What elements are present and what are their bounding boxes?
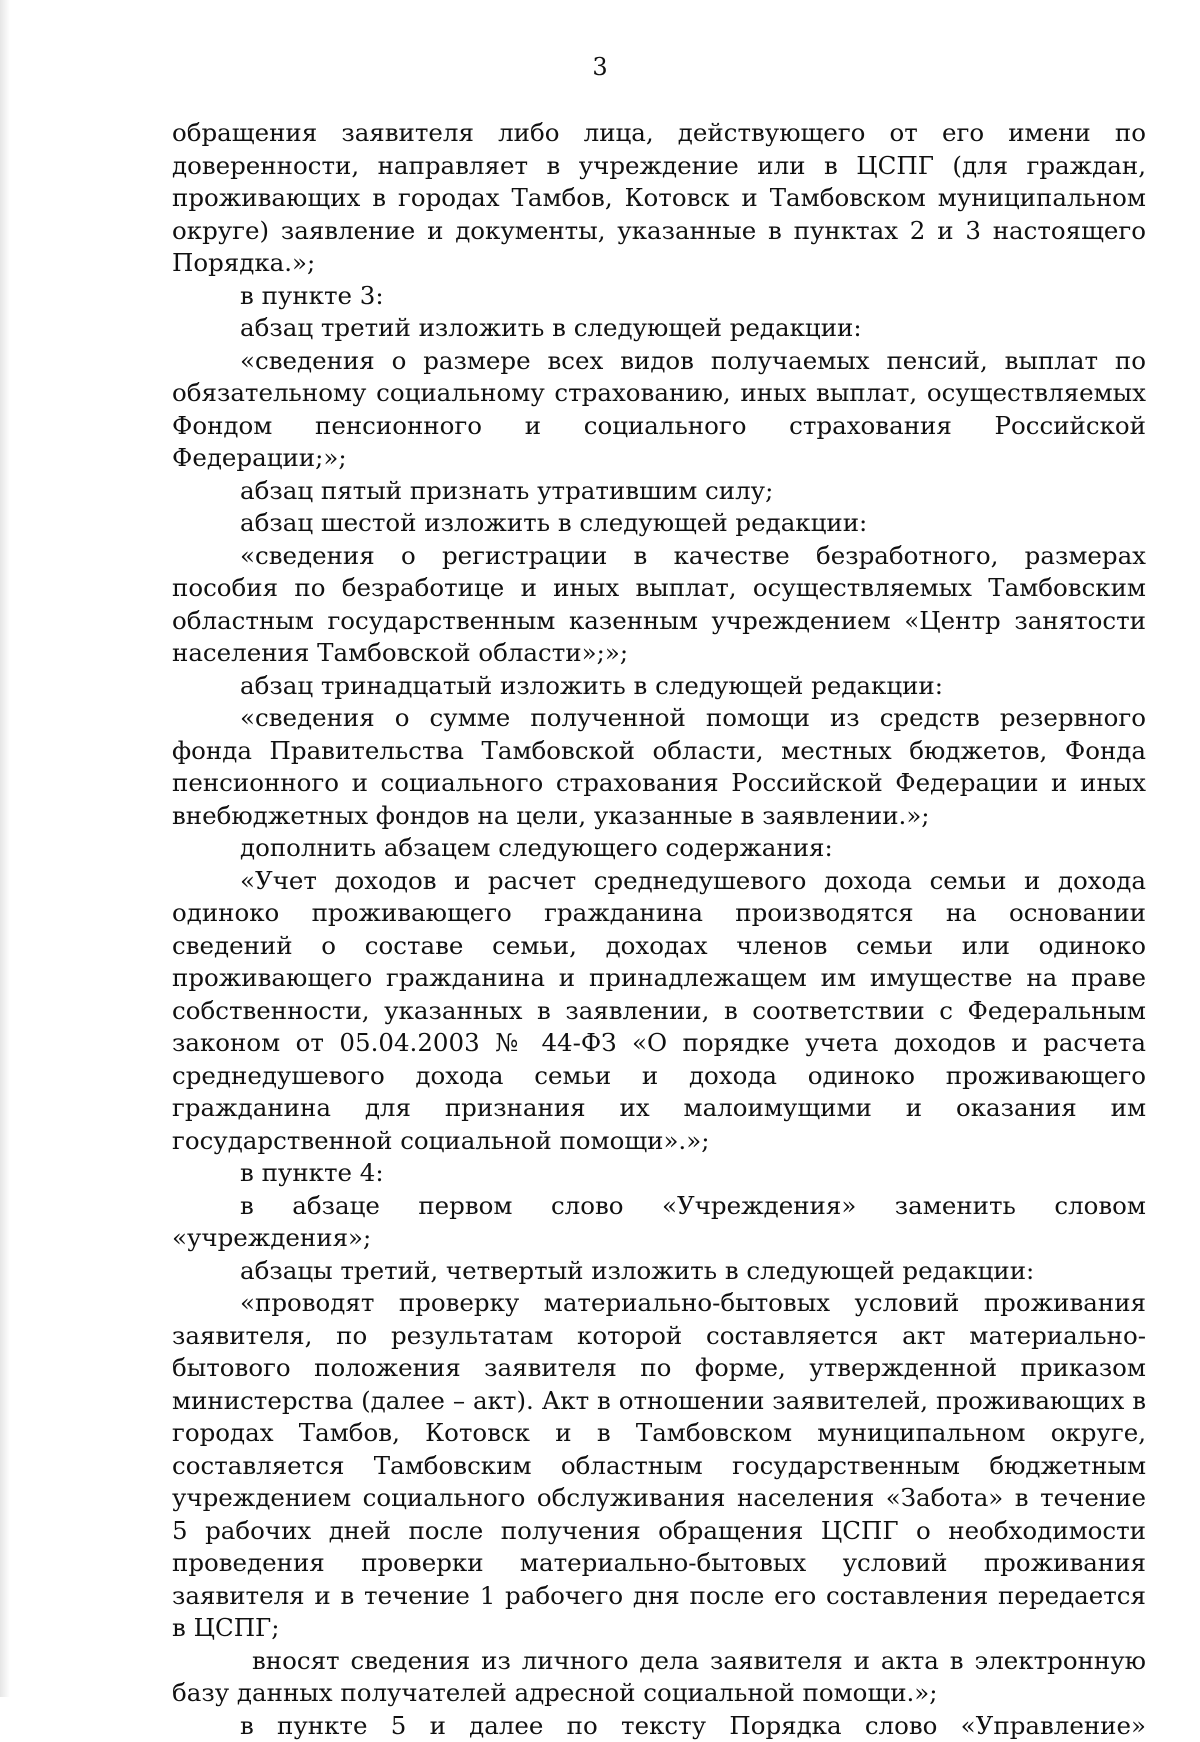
paragraph-continuation: обращения заявителя либо лица, действующего от его имени по доверенности, направляет в учреждение или в ЦСПГ (для граждан, проживающих в городах Тамбов, Котовск и Тамбовском муниципальном округе) заявление и документы, указанные в пунктах 2 и 3 настоящего Порядка.»; <box>172 117 1146 280</box>
paragraph-quote: «сведения о регистрации в качестве безработного, размерах пособия по безработице и иных выплат, осуществляемых Тамбовским областным государственным казенным учреждением «Центр занятости населения Тамбовской области»;»; <box>172 540 1146 670</box>
paragraph: абзац тринадцатый изложить в следующей редакции: <box>172 670 1146 703</box>
document-body <box>172 117 1146 1742</box>
paragraph-quote: «сведения о размере всех видов получаемых пенсий, выплат по обязательному социальному страхованию, иных выплат, осуществляемых Фондом пенсионного и социального страхования Российской Федерации;»; <box>172 345 1146 475</box>
paragraph-quote: «проводят проверку материально-бытовых условий проживания заявителя, по результатам которой составляется акт материально-бытового положения заявителя по форме, утвержденной приказом министерства (далее – акт). Акт в отношении заявителей, проживающих в городах Тамбов, Котовск и в Тамбовском муниципальном округе, составляется Тамбовским областным государственным бюджетным учреждением социального обслуживания населения «Забота» в течение 5 рабочих дней после получения обращения ЦСПГ о необходимости проведения проверки материально-бытовых условий проживания заявителя и в течение 1 рабочего дня после его составления передается в ЦСПГ; <box>172 1287 1146 1645</box>
paragraph: вносят сведения из личного дела заявителя и акта в электронную базу данных получателей адресной социальной помощи.»; <box>172 1645 1146 1710</box>
paragraph: абзацы третий, четвертый изложить в следующей редакции: <box>172 1255 1146 1288</box>
page-number: 3 <box>0 50 1200 84</box>
paragraph: абзац третий изложить в следующей редакции: <box>172 312 1146 345</box>
paragraph-quote: «Учет доходов и расчет среднедушевого дохода семьи и дохода одиноко проживающего гражданина производятся на основании сведений о составе семьи, доходах членов семьи или одиноко проживающего гражданина и принадлежащем им имуществе на праве собственности, указанных в заявлении, в соответствии с Федеральным законом от 05.04.2003 № 44-ФЗ «О порядке учета доходов и расчета среднедушевого дохода семьи и дохода одиноко проживающего гражданина для признания их малоимущими и оказания им государственной социальной помощи».»; <box>172 865 1146 1158</box>
paragraph-last: в пункте 5 и далее по тексту Порядка слово «Управление» <box>172 1710 1146 1742</box>
scan-edge-shadow <box>0 0 10 1697</box>
paragraph: в абзаце первом слово «Учреждения» заменить словом «учреждения»; <box>172 1190 1146 1255</box>
paragraph: абзац шестой изложить в следующей редакции: <box>172 507 1146 540</box>
paragraph-quote: «сведения о сумме полученной помощи из средств резервного фонда Правительства Тамбовской области, местных бюджетов, Фонда пенсионного и социального страхования Российской Федерации и иных внебюджетных фондов на цели, указанные в заявлении.»; <box>172 702 1146 832</box>
paragraph: в пункте 3: <box>172 280 1146 313</box>
paragraph: в пункте 4: <box>172 1157 1146 1190</box>
paragraph: дополнить абзацем следующего содержания: <box>172 832 1146 865</box>
paragraph: абзац пятый признать утратившим силу; <box>172 475 1146 508</box>
